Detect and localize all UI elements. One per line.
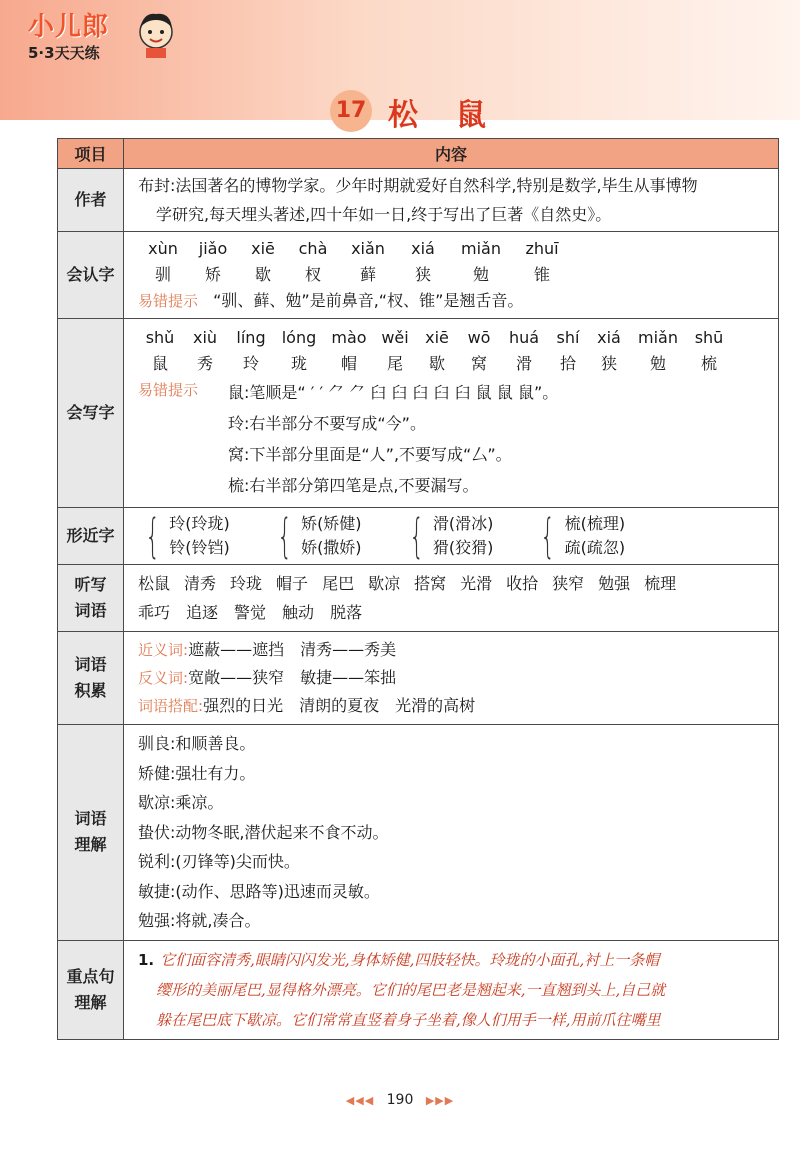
label-line: 词语: [74, 655, 107, 674]
char: 锥: [533, 265, 550, 284]
char: 驯: [154, 265, 171, 284]
char: 狭: [600, 354, 617, 373]
synonyms-line: [138, 636, 770, 664]
label-key-sentence: [58, 940, 124, 1039]
recognize-chars-row: [138, 262, 770, 288]
table-header-row: [58, 139, 779, 169]
label-recognize: 会认字: [58, 232, 124, 319]
word: 光滑: [460, 574, 493, 593]
char: 梳: [700, 354, 717, 373]
label-line: 重点句: [66, 966, 115, 986]
pinyin: wō: [467, 328, 491, 347]
char: 狭: [414, 265, 431, 284]
sentence-number: 1.: [138, 950, 155, 969]
similar-bottom: 娇(撒娇): [301, 538, 362, 557]
pinyin: xiē: [425, 328, 449, 347]
collocation-text: 强烈的日光 清朗的夏夜 光滑的高树: [203, 696, 476, 715]
sentence-text: 它们面容清秀,眼睛闪闪发光,身体矫健,四肢轻快。玲珑的小面孔,衬上一条帽: [160, 950, 660, 969]
definition: 勉强:将就,凑合。: [138, 911, 261, 930]
recognize-pinyin-row: [138, 236, 770, 262]
pinyin: shí: [556, 328, 580, 347]
char: 歇: [428, 354, 445, 373]
pinyin: xiù: [192, 328, 218, 347]
char: 秀: [196, 354, 213, 373]
similar-bottom: 猾(狡猾): [432, 538, 494, 557]
mascot-boy-icon: [132, 8, 180, 60]
collocation-line: [138, 692, 770, 720]
row-dictation: [58, 565, 779, 632]
pinyin: mào: [331, 328, 367, 347]
row-similar: [58, 508, 779, 565]
similar-top: 滑(滑冰): [432, 514, 494, 533]
label-line: 积累: [74, 681, 107, 700]
word: 梳理: [644, 574, 677, 593]
char: 珑: [290, 354, 307, 373]
word: 脱落: [330, 603, 363, 622]
write-note: 梳:右半部分第四笔是点,不要漏写。: [228, 476, 479, 495]
pinyin: zhuī: [525, 239, 559, 258]
brace-icon: {: [540, 509, 556, 563]
pinyin: miǎn: [638, 328, 678, 347]
word: 歇凉: [368, 574, 401, 593]
write-hint-block: [138, 377, 770, 501]
header-item: 项目: [58, 139, 124, 169]
label-author: 作者: [58, 169, 124, 232]
definition: 驯良:和顺善良。: [138, 734, 256, 753]
similar-group: [402, 509, 494, 563]
char: 矫: [204, 265, 221, 284]
key-sentence-line-1: [138, 945, 770, 975]
word: 玲珑: [230, 574, 263, 593]
char: 勉: [649, 354, 666, 373]
char: 鼠: [151, 354, 168, 373]
row-understand: [58, 725, 779, 941]
char: 滑: [515, 354, 532, 373]
hint-text: “驯、藓、勉”是前鼻音,“杈、锥”是翘舌音。: [213, 291, 524, 310]
page-footer: [0, 1092, 800, 1108]
author-line-1: 布封:法国著名的博物学家。少年时期就爱好自然科学,特别是数学,毕生从事博物: [138, 176, 698, 195]
brand-logo: [12, 4, 182, 64]
word: 乖巧: [138, 603, 171, 622]
pinyin: wěi: [381, 328, 409, 347]
label-line: 词语: [74, 809, 107, 829]
pinyin: lóng: [281, 328, 317, 347]
char: 玲: [242, 354, 259, 373]
pinyin: shū: [694, 328, 724, 347]
label-accumulate: [58, 632, 124, 725]
similar-top: 梳(梳理): [564, 514, 626, 533]
dictation-row-1: [138, 569, 770, 598]
pinyin: xiá: [411, 239, 435, 258]
word: 追逐: [186, 603, 219, 622]
write-note: 玲:右半部分不要写成“今”。: [228, 414, 426, 433]
author-line-2: 学研究,每天埋头著述,四十年如一日,终于写出了巨著《自然史》。: [156, 205, 612, 224]
word: 帽子: [276, 574, 309, 593]
pinyin: jiǎo: [198, 239, 228, 258]
pinyin: shǔ: [145, 328, 175, 347]
write-note: 窝:下半部分里面是“人”,不要写成“厶”。: [228, 445, 512, 464]
hint-label: 易错提示: [138, 292, 199, 310]
char: 拾: [559, 354, 576, 373]
word: 收拾: [506, 574, 539, 593]
pinyin: xiē: [251, 239, 275, 258]
label-line: 理解: [74, 992, 107, 1012]
word: 狭窄: [552, 574, 585, 593]
label-understand: [58, 725, 124, 941]
label-dictation: [58, 565, 124, 632]
pinyin: líng: [236, 328, 266, 347]
collocation-label: 词语搭配:: [138, 697, 204, 715]
lesson-title: 松鼠: [388, 98, 524, 133]
similar-groups: [138, 509, 770, 563]
right-arrows-icon: ▶▶▶: [425, 1094, 455, 1107]
word: 松鼠: [138, 574, 171, 593]
header-content: 内容: [124, 139, 779, 169]
word: 尾巴: [322, 574, 355, 593]
row-key-sentence: [58, 940, 779, 1039]
lesson-number-badge: 17: [330, 90, 372, 132]
definition: 矫健:强壮有力。: [138, 763, 256, 783]
brace-icon: {: [277, 509, 292, 563]
pinyin: xiá: [597, 328, 621, 347]
write-chars-row: [138, 351, 770, 377]
pinyin: xùn: [148, 239, 178, 258]
word: 搭窝: [414, 574, 447, 593]
word: 勉强: [598, 574, 631, 593]
brace-icon: {: [408, 509, 424, 563]
char: 勉: [472, 265, 489, 284]
char: 尾: [386, 354, 403, 373]
similar-group: [270, 509, 362, 563]
dictation-row-2: [138, 598, 770, 627]
row-accumulate: [58, 632, 779, 725]
label-line: 理解: [74, 835, 107, 855]
antonyms-text: 宽敞——狭窄 敏捷——笨拙: [188, 668, 397, 687]
label-similar: 形近字: [58, 508, 124, 565]
char: 藓: [359, 265, 376, 284]
brand-name: 小儿郎: [28, 12, 110, 42]
label-write: 会写字: [58, 319, 124, 508]
write-pinyin-row: [138, 325, 770, 351]
pinyin: huá: [508, 328, 540, 347]
similar-top: 矫(矫健): [301, 514, 362, 533]
synonyms-label: 近义词:: [138, 641, 189, 659]
key-sentence-line-3: 躲在尾巴底下歇凉。它们常常直竖着身子坐着,像人们用手一样,用前爪往嘴里: [156, 1010, 661, 1029]
char: 杈: [304, 265, 321, 284]
similar-top: 玲(玲珑): [169, 514, 230, 533]
lesson-summary-table: [57, 138, 779, 1040]
char: 歇: [254, 265, 271, 284]
similar-bottom: 铃(铃铛): [169, 538, 230, 557]
hint-label: 易错提示: [138, 381, 199, 399]
word: 触动: [282, 603, 315, 622]
write-note: 鼠:笔顺是“ ′ ′ ⺈ ⺈ 臼 臼 臼 臼 臼 鼠 鼠 鼠”。: [228, 383, 559, 402]
definition: 歇凉:乘凉。: [138, 793, 224, 812]
definition: 锐利:(刃锋等)尖而快。: [138, 852, 300, 871]
antonyms-label: 反义词:: [138, 669, 189, 687]
similar-group: [533, 509, 626, 563]
brand-series: 5·3天天练: [28, 44, 100, 62]
brace-icon: {: [145, 509, 160, 563]
page-number: 190: [386, 1092, 414, 1108]
pinyin: miǎn: [461, 239, 501, 258]
similar-group: [138, 509, 230, 563]
row-recognize: [58, 232, 779, 319]
similar-bottom: 疏(疏忽): [564, 538, 626, 557]
char: 帽: [340, 354, 357, 373]
synonyms-text: 遮蔽——遮挡 清秀——秀美: [188, 640, 397, 659]
row-author: [58, 169, 779, 232]
pinyin: xiǎn: [351, 239, 385, 258]
left-arrows-icon: ◀◀◀: [345, 1094, 375, 1107]
row-write: [58, 319, 779, 508]
pinyin: chà: [298, 239, 328, 258]
label-line: 词语: [74, 601, 107, 620]
key-sentence-line-2: 缨形的美丽尾巴,显得格外漂亮。它们的尾巴老是翘起来,一直翘到头上,自己就: [156, 980, 666, 999]
antonyms-line: [138, 664, 770, 692]
recognize-hint: [138, 288, 770, 314]
definition: 敏捷:(动作、思路等)迅速而灵敏。: [138, 881, 380, 901]
char: 窝: [470, 354, 487, 373]
label-line: 听写: [74, 575, 107, 594]
definition: 蛰伏:动物冬眠,潜伏起来不食不动。: [138, 822, 389, 842]
word: 清秀: [184, 574, 217, 593]
word: 警觉: [234, 603, 267, 622]
